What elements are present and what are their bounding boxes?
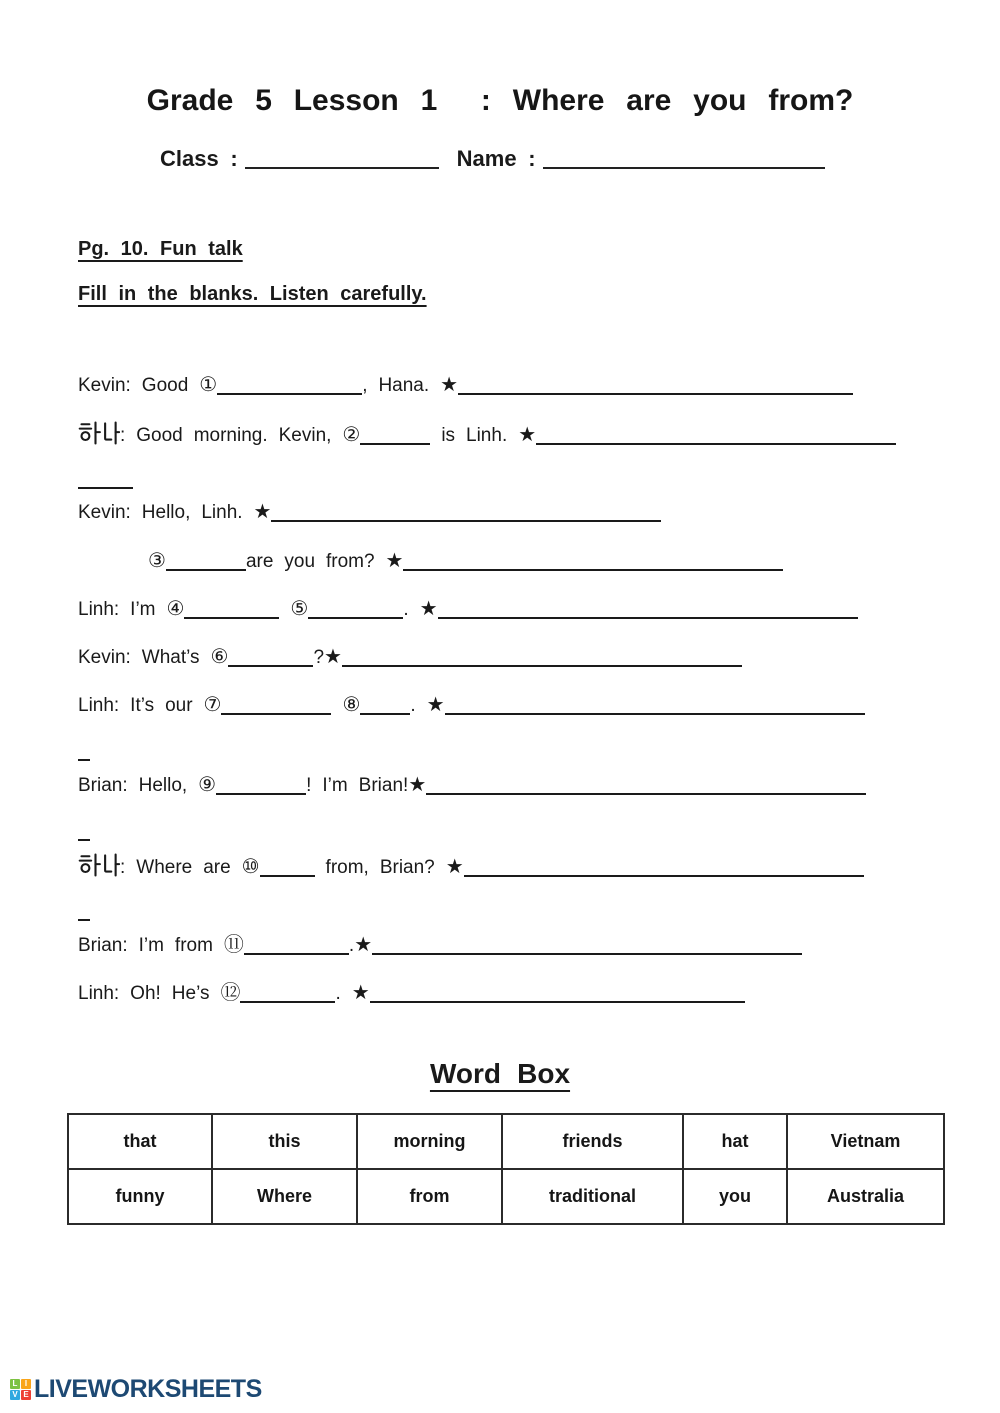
- star-icon: ★: [419, 598, 438, 620]
- korean-name-hana: [78, 852, 120, 880]
- word-cell: funny: [68, 1169, 212, 1224]
- blank-line[interactable]: [426, 779, 866, 795]
- blank-line[interactable]: [536, 429, 896, 445]
- word-cell: morning: [357, 1114, 502, 1169]
- star-icon: ★: [518, 424, 537, 446]
- blank-line[interactable]: [217, 379, 362, 395]
- blank-line[interactable]: [308, 603, 403, 619]
- footer: [10, 1375, 262, 1404]
- star-icon: ★: [445, 856, 464, 878]
- dialog-text: Kevin: Hello, Linh.: [78, 502, 254, 523]
- word-cell: Where: [212, 1169, 357, 1224]
- dialog-text: ?: [313, 647, 325, 668]
- blank-line[interactable]: [360, 699, 410, 715]
- logo-square-v: V: [10, 1390, 20, 1400]
- word-box-table: [67, 1113, 945, 1225]
- blank-line[interactable]: [216, 779, 306, 795]
- word-cell: friends: [502, 1114, 683, 1169]
- dialog-line: [78, 692, 960, 716]
- name-input-line[interactable]: [543, 153, 825, 169]
- word-box-title: Word Box: [429, 1058, 571, 1089]
- circled-number: ①: [199, 372, 218, 396]
- blank-line[interactable]: [228, 651, 313, 667]
- star-icon: ★: [385, 550, 404, 572]
- dialog-line: [78, 644, 960, 668]
- star-icon: ★: [351, 982, 370, 1004]
- blank-line[interactable]: [260, 861, 315, 877]
- circled-number: ⑤: [290, 596, 309, 620]
- blank-line[interactable]: [166, 555, 246, 571]
- blank-line[interactable]: [445, 699, 865, 715]
- dialog-line: [78, 852, 960, 876]
- dialog-text: .: [348, 935, 355, 956]
- star-icon: ★: [253, 501, 272, 523]
- dialog-text: Linh: I’m: [78, 599, 167, 620]
- dialog-line: [78, 932, 960, 956]
- blank-line[interactable]: [403, 555, 783, 571]
- liveworksheets-logo-icon: [10, 1379, 31, 1400]
- dialog-text: from, Brian?: [314, 857, 446, 878]
- dialog-line: [78, 420, 960, 444]
- dialog-line: [78, 820, 960, 844]
- blank-line[interactable]: [458, 379, 853, 395]
- word-cell: traditional: [502, 1169, 683, 1224]
- word-box-table-body: [68, 1114, 944, 1224]
- dialog-text: : Where are: [120, 857, 242, 878]
- circled-number: ⑦: [203, 692, 222, 716]
- dialog-line: [78, 740, 960, 764]
- dialog-line: [78, 468, 960, 492]
- logo-square-e: E: [21, 1390, 31, 1400]
- dialog-text: ! I’m Brian!: [306, 775, 409, 796]
- dialog-text: [279, 599, 290, 620]
- page-title: Grade 5 Lesson 1 : Where are you from?: [146, 84, 854, 117]
- blank-line[interactable]: [342, 651, 742, 667]
- circled-number: ⑫: [220, 980, 241, 1004]
- word-cell: Vietnam: [787, 1114, 944, 1169]
- circled-number: ⑩: [241, 854, 260, 878]
- dialog-text: Kevin: Good: [78, 375, 200, 396]
- dialog-text: [331, 695, 342, 716]
- dialog-text: Brian: I’m from: [78, 935, 224, 956]
- korean-name-hana: [78, 420, 120, 448]
- circled-number: ④: [166, 596, 185, 620]
- blank-line[interactable]: [184, 603, 279, 619]
- star-icon: ★: [426, 694, 445, 716]
- word-cell: hat: [683, 1114, 787, 1169]
- word-cell: you: [683, 1169, 787, 1224]
- dialog-text: Linh: It’s our: [78, 695, 204, 716]
- circled-number: ②: [342, 422, 361, 446]
- blank-line[interactable]: [244, 939, 349, 955]
- blank-line[interactable]: [464, 861, 864, 877]
- blank-line[interactable]: [438, 603, 858, 619]
- dialog-line: [78, 372, 960, 396]
- dialog-text: Brian: Hello,: [78, 775, 199, 796]
- dialog-text: .: [335, 983, 352, 1004]
- dialog-line: [78, 500, 960, 524]
- brand-name: LIVEWORKSHEETS: [34, 1375, 262, 1403]
- dialog-line: [78, 548, 960, 572]
- dialog-text: , Hana.: [362, 375, 441, 396]
- word-cell: from: [357, 1169, 502, 1224]
- star-icon: ★: [408, 774, 427, 796]
- dialog-text: are you from?: [245, 551, 386, 572]
- star-icon: ★: [440, 374, 459, 396]
- blank-line[interactable]: [78, 473, 133, 489]
- dialog-line: [78, 980, 960, 1004]
- star-icon: ★: [354, 934, 373, 956]
- word-cell: Australia: [787, 1169, 944, 1224]
- dialog-line: [78, 596, 960, 620]
- dialog: [78, 372, 960, 1028]
- circled-number: ⑧: [342, 692, 361, 716]
- star-icon: ★: [324, 646, 342, 668]
- dialog-line: [78, 772, 960, 796]
- dialog-text: is Linh.: [430, 425, 519, 446]
- blank-line[interactable]: [240, 987, 335, 1003]
- instructions-text: Fill in the blanks. Listen carefully.: [78, 283, 427, 305]
- class-label: Class :: [160, 146, 238, 171]
- circled-number: ⑥: [210, 644, 229, 668]
- dialog-text: : Good morning. Kevin,: [120, 425, 343, 446]
- blank-line[interactable]: [78, 905, 90, 921]
- class-name-row: [160, 146, 825, 172]
- section-heading: Pg. 10. Fun talk: [78, 238, 243, 260]
- blank-line[interactable]: [221, 699, 331, 715]
- circled-number: ③: [148, 548, 166, 572]
- dialog-text: Linh: Oh! He’s: [78, 983, 221, 1004]
- dialog-text: Kevin: What’s: [78, 647, 211, 668]
- word-row: [68, 1169, 944, 1224]
- circled-number: ⑨: [198, 772, 217, 796]
- blank-line[interactable]: [360, 429, 430, 445]
- blank-line[interactable]: [372, 939, 802, 955]
- blank-line[interactable]: [271, 506, 661, 522]
- class-input-line[interactable]: [245, 153, 439, 169]
- circled-number: ⑪: [223, 932, 244, 956]
- word-row: [68, 1114, 944, 1169]
- blank-line[interactable]: [78, 825, 90, 841]
- dialog-text: .: [403, 599, 420, 620]
- blank-line[interactable]: [78, 745, 90, 761]
- word-cell: that: [68, 1114, 212, 1169]
- dialog-text: .: [410, 695, 427, 716]
- blank-line[interactable]: [370, 987, 745, 1003]
- logo-square-l: L: [10, 1379, 20, 1389]
- word-cell: this: [212, 1114, 357, 1169]
- dialog-line: [78, 900, 960, 924]
- logo-square-i: I: [21, 1379, 31, 1389]
- name-label: Name :: [456, 146, 536, 171]
